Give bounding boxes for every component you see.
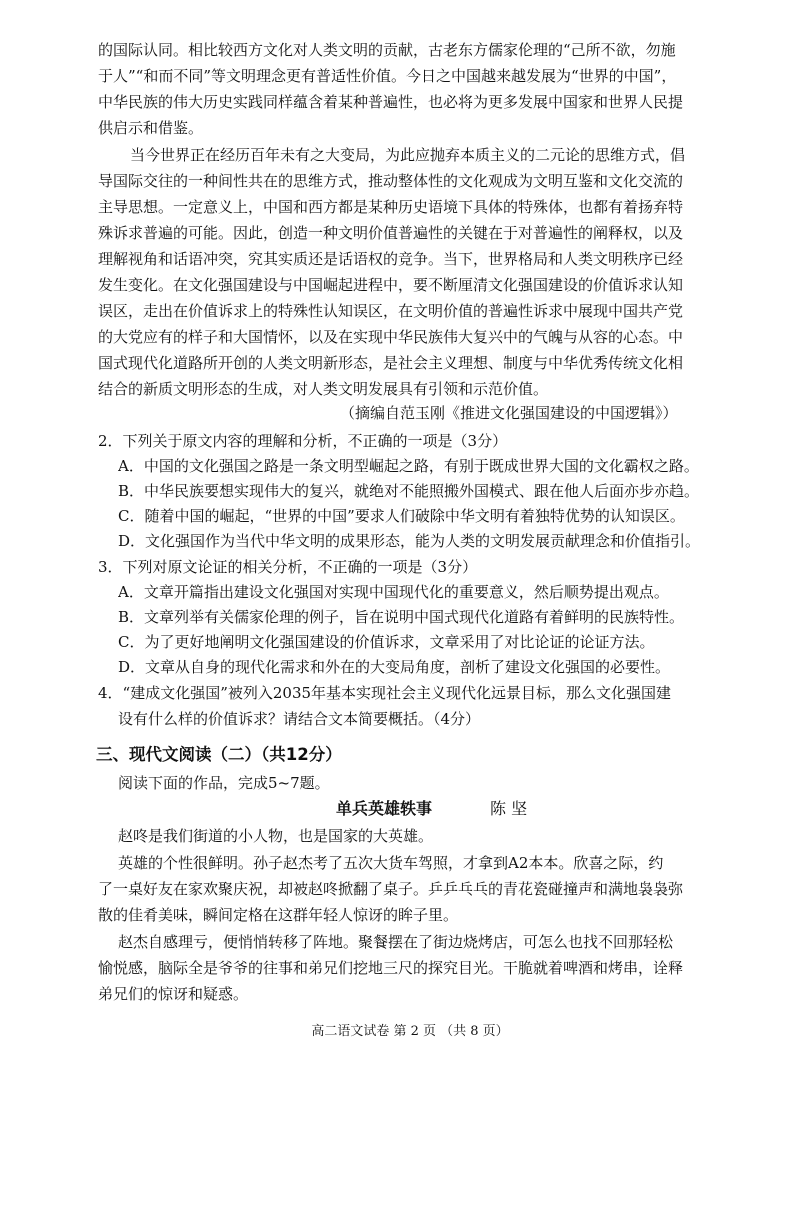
passage-line: 供启示和借鉴。 bbox=[98, 119, 204, 137]
story-title: 单兵英雄轶事 bbox=[336, 799, 433, 818]
section-instruction: 阅读下面的作品，完成5~7题。 bbox=[118, 774, 330, 792]
story-line: 赵咚是我们街道的小人物，也是国家的大英雄。 bbox=[118, 827, 434, 845]
passage-line: 导国际交往的一种间性共在的思维方式，推动整体性的文化观成为文明互鉴和文化交流的 bbox=[98, 172, 684, 190]
passage-line: 当今世界正在经历百年未有之大变局，为此应抛弃本质主义的二元论的思维方式，倡 bbox=[130, 146, 686, 164]
question-2-option-a: A．中国的文化强国之路是一条文明型崛起之路，有别于既成世界大国的文化霸权之路。 bbox=[118, 457, 699, 475]
passage-line: 理解视角和话语冲突，究其实质还是话语权的竞争。当下，世界格局和人类文明秩序已经 bbox=[98, 250, 684, 268]
question-2-stem: 2．下列关于原文内容的理解和分析，不正确的一项是（3分） bbox=[98, 432, 508, 450]
passage-line: 于人”“和而不同”等文明理念更有普适性价值。今日之中国越来越发展为“世界的中国”， bbox=[98, 67, 677, 85]
passage-line: 中华民族的伟大历史实践同样蕴含着某种普遍性，也必将为更多发展中国家和世界人民提 bbox=[98, 93, 684, 111]
question-2-option-c: C．随着中国的崛起，“世界的中国”要求人们破除中华文明有着独特优势的认知误区。 bbox=[118, 507, 685, 525]
passage-line: 结合的新质文明形态的生成，对人类文明发展具有引领和示范价值。 bbox=[98, 380, 549, 398]
question-3-stem: 3．下列对原文论证的相关分析，不正确的一项是（3分） bbox=[98, 558, 478, 576]
story-line: 了一桌好友在家欢聚庆祝，却被赵咚掀翻了桌子。乒乒乓乓的青花瓷碰撞声和满地袅袅弥 bbox=[98, 880, 684, 898]
question-2-option-b: B．中华民族要想实现伟大的复兴，就绝对不能照搬外国模式、跟在他人后面亦步亦趋。 bbox=[118, 482, 700, 500]
question-3-option-a: A．文章开篇指出建设文化强国对实现中国现代化的重要意义，然后顺势提出观点。 bbox=[118, 583, 669, 601]
question-4-line: 设有什么样的价值诉求？请结合文本简要概括。（4分） bbox=[118, 710, 481, 728]
story-line: 赵杰自感理亏，便悄悄转移了阵地。聚餐摆在了街边烧烤店，可怎么也找不回那轻松 bbox=[118, 933, 674, 951]
passage-line: 的国际认同。相比较西方文化对人类文明的贡献，古老东方儒家伦理的“己所不欲，勿施 bbox=[98, 41, 676, 59]
passage-source: （摘编自范玉刚《推进文化强国建设的中国逻辑》） bbox=[340, 404, 678, 422]
page-footer: 高二语文试卷 第 2 页 （共 8 页） bbox=[311, 1024, 509, 1039]
passage-line: 主导思想。一定意义上，中国和西方都是某种历史语境下具体的特殊体，也都有着扬弃特 bbox=[98, 198, 684, 216]
story-line: 散的佳肴美味，瞬间定格在这群年轻人惊讶的眸子里。 bbox=[98, 906, 459, 924]
story-author: 陈 坚 bbox=[490, 799, 528, 818]
passage-line: 误区，走出在价值诉求上的特殊性认知误区，在文明价值的普遍性诉求中展现中国共产党 bbox=[98, 302, 684, 320]
question-4-line: 4．“建成文化强国”被列入2035年基本实现社会主义现代化远景目标，那么文化强国建 bbox=[98, 684, 672, 702]
question-3-option-b: B．文章列举有关儒家伦理的例子，旨在说明中国式现代化道路有着鲜明的民族特性。 bbox=[118, 608, 685, 626]
passage-line: 发生变化。在文化强国建设与中国崛起进程中，要不断厘清文化强国建设的价值诉求认知 bbox=[98, 276, 684, 294]
story-line: 英雄的个性很鲜明。孙子赵杰考了五次大货车驾照，才拿到A2本本。欣喜之际，约 bbox=[118, 854, 664, 872]
question-2-option-d: D．文化强国作为当代中华文明的成果形态，能为人类的文明发展贡献理念和价值指引。 bbox=[118, 532, 701, 550]
question-3-option-c: C．为了更好地阐明文化强国建设的价值诉求，文章采用了对比论证的论证方法。 bbox=[118, 633, 655, 651]
question-3-option-d: D．文章从自身的现代化需求和外在的大变局角度，剖析了建设文化强国的必要性。 bbox=[118, 658, 671, 676]
story-line: 愉悦感，脑际全是爷爷的往事和弟兄们挖地三尺的探究目光。干脆就着啤酒和烤串，诠释 bbox=[98, 959, 684, 977]
story-line: 弟兄们的惊讶和疑惑。 bbox=[98, 985, 249, 1003]
section-heading: 三、现代文阅读（二）（共12分） bbox=[96, 745, 342, 764]
passage-line: 的大党应有的样子和大国情怀，以及在实现中华民族伟大复兴中的气魄与从容的心态。中 bbox=[98, 328, 684, 346]
passage-line: 国式现代化道路所开创的人类文明新形态，是社会主义理想、制度与中华优秀传统文化相 bbox=[98, 354, 684, 372]
passage-line: 殊诉求普遍的可能。因此，创造一种文明价值普遍性的关键在于对普遍性的阐释权，以及 bbox=[98, 224, 684, 242]
